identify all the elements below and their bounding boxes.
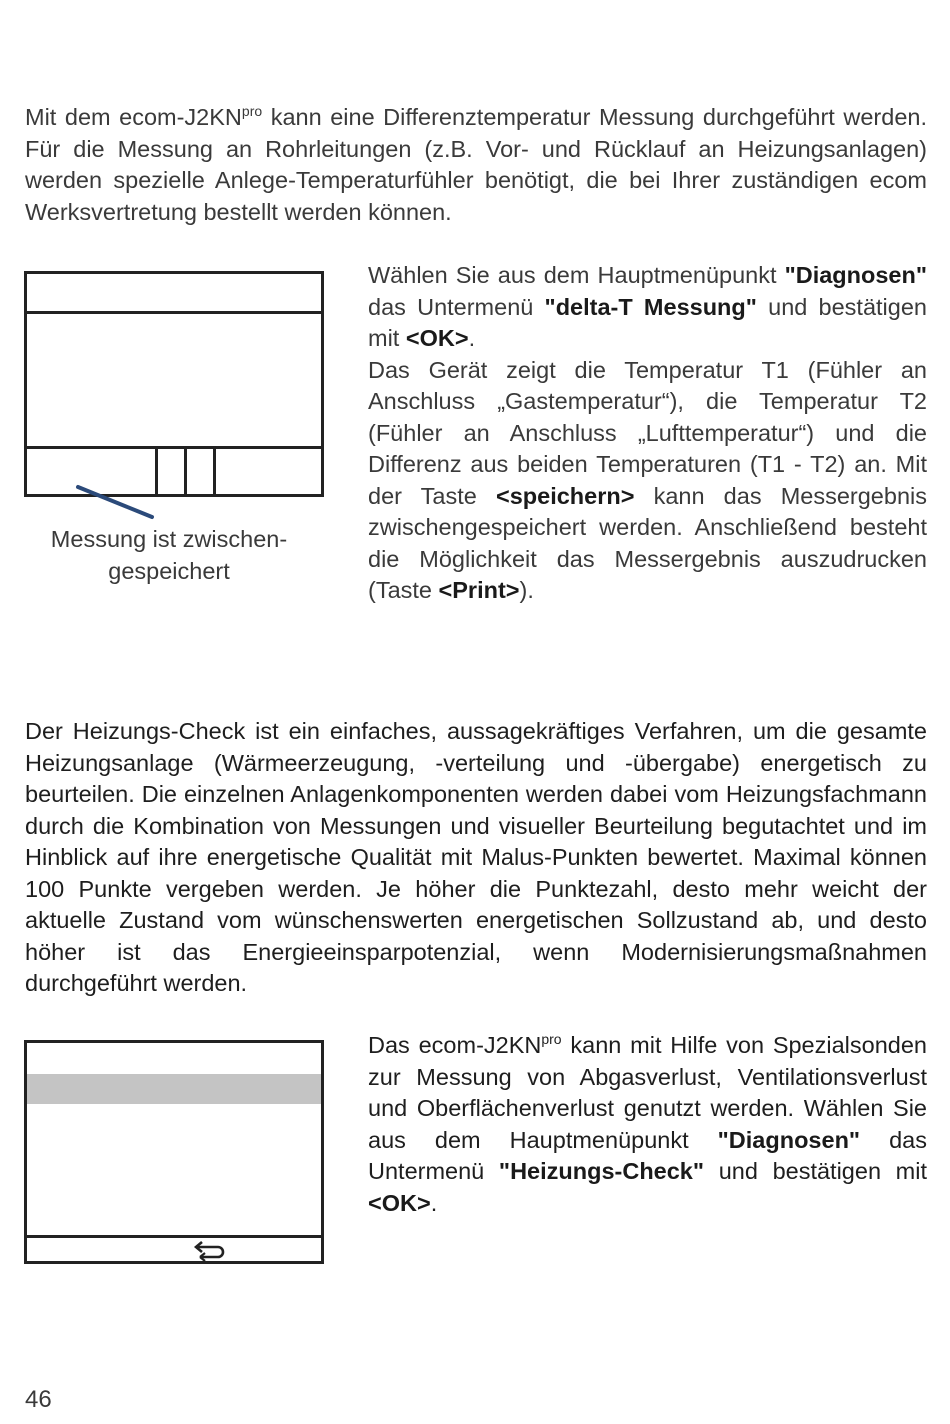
check-text-2: kann mit Hilfe von Spezialsonden zur Messung von Abgasverlust, Ventilationsverlust und Oberflächenverlust genutzt werden. Wählen Sie aus dem Hauptmenüpunkt (368, 1032, 927, 1153)
footer-button-divider (155, 446, 158, 494)
delta-print-key: <Print> (438, 577, 520, 603)
intro-text-2: kann eine Differenztemperatur Messung durchgeführt werden. Für die Messung an Rohrleitungen (z.B. Vor- und Rücklauf an Heizungsanlagen) werden spezielle Anlege-Temperaturfühler benötigt, die bei Ihrer zuständigen ecom Werksvertretung bestellt werden können. (25, 104, 927, 225)
return-arrow-icon (192, 1239, 226, 1263)
delta-text-4: . (468, 325, 476, 351)
intro-superscript: pro (241, 103, 263, 119)
heizungs-check-description: Der Heizungs-Check ist ein einfaches, aussagekräftiges Verfahren, um die gesamte Heizungsanlage (Wärmeerzeugung, -verteilung und -übergabe) energetisch zu beurteilen. Die einzelnen Anlagenkomponenten werden dabei vom Heizungsfachmann durch die Kombination von Messungen und visueller Beurteilung begutachtet und im Hinblick auf ihre energetische Qualität mit Malus-Punkten bewertet. Maximal können 100 Punkte vergeben werden. Je höher die Punktezahl, desto mehr weicht der aktuelle Zustand vom wünschenswerten energetischen Sollzustand ab, und desto höher ist das Energieeinsparpotenzial, wenn Modernisierungsmaßnahmen durchgeführt werden. (25, 718, 927, 996)
delta-text-1: Wählen Sie aus dem Hauptmenüpunkt (368, 262, 785, 288)
check-ok-key: <OK> (368, 1189, 431, 1216)
heizungs-check-instructions (368, 1030, 927, 1219)
delta-save-key: <speichern> (495, 482, 635, 509)
delta-ok-key: <OK> (405, 325, 469, 351)
delta-text-2: das Untermenü (368, 293, 545, 320)
intro-paragraph (25, 102, 927, 228)
delta-text-7: ). (519, 577, 534, 603)
check-text-1: Das ecom-J2KN (368, 1032, 542, 1058)
delta-menu-diagnosen: "Diagnosen" (784, 262, 927, 288)
screen-footer-divider (27, 1235, 321, 1238)
caption-line-2: gespeichert (108, 557, 230, 584)
screen-header-divider (27, 311, 321, 314)
footer-button-divider (213, 446, 216, 494)
screen-caption (24, 524, 314, 587)
check-menu-diagnosen: "Diagnosen" (717, 1126, 861, 1153)
check-superscript: pro (541, 1031, 562, 1047)
delta-text-6: kann das Messergebnis zwischengespeichert werden. Anschließend besteht die Möglichkeit das Messergebnis auszudrucken (Taste (368, 482, 927, 603)
intro-text-1: Mit dem ecom-J2KN (25, 104, 242, 130)
caption-line-1: Messung ist zwischen- (50, 526, 288, 552)
footer-button-divider (184, 446, 187, 494)
pointer-line (75, 484, 155, 520)
check-text-4: und bestätigen mit (704, 1158, 927, 1184)
page-number: 46 (25, 1386, 52, 1413)
check-text-5: . (430, 1189, 438, 1216)
delta-text-5: Das Gerät zeigt die Temperatur T1 (Fühler an Anschluss „Gastemperatur“), die Temperatur T2 (Fühler an Anschluss „Lufttemperatur“) und die Differenz aus beiden Temperaturen (T1 - T2) an. Mit der Taste (368, 356, 927, 509)
check-submenu-label: "Heizungs-Check" (498, 1158, 705, 1184)
device-screen-heizungs-check (24, 1040, 324, 1264)
delta-text-3: und bestätigen mit (368, 293, 927, 351)
delta-t-instructions (368, 260, 927, 607)
menu-highlight-row (27, 1074, 321, 1104)
check-text-3: das Untermenü (368, 1126, 927, 1184)
screen-footer-divider (27, 446, 321, 449)
device-screen-delta-t (24, 271, 324, 497)
delta-submenu-label: "delta-T Messung" (544, 293, 757, 320)
